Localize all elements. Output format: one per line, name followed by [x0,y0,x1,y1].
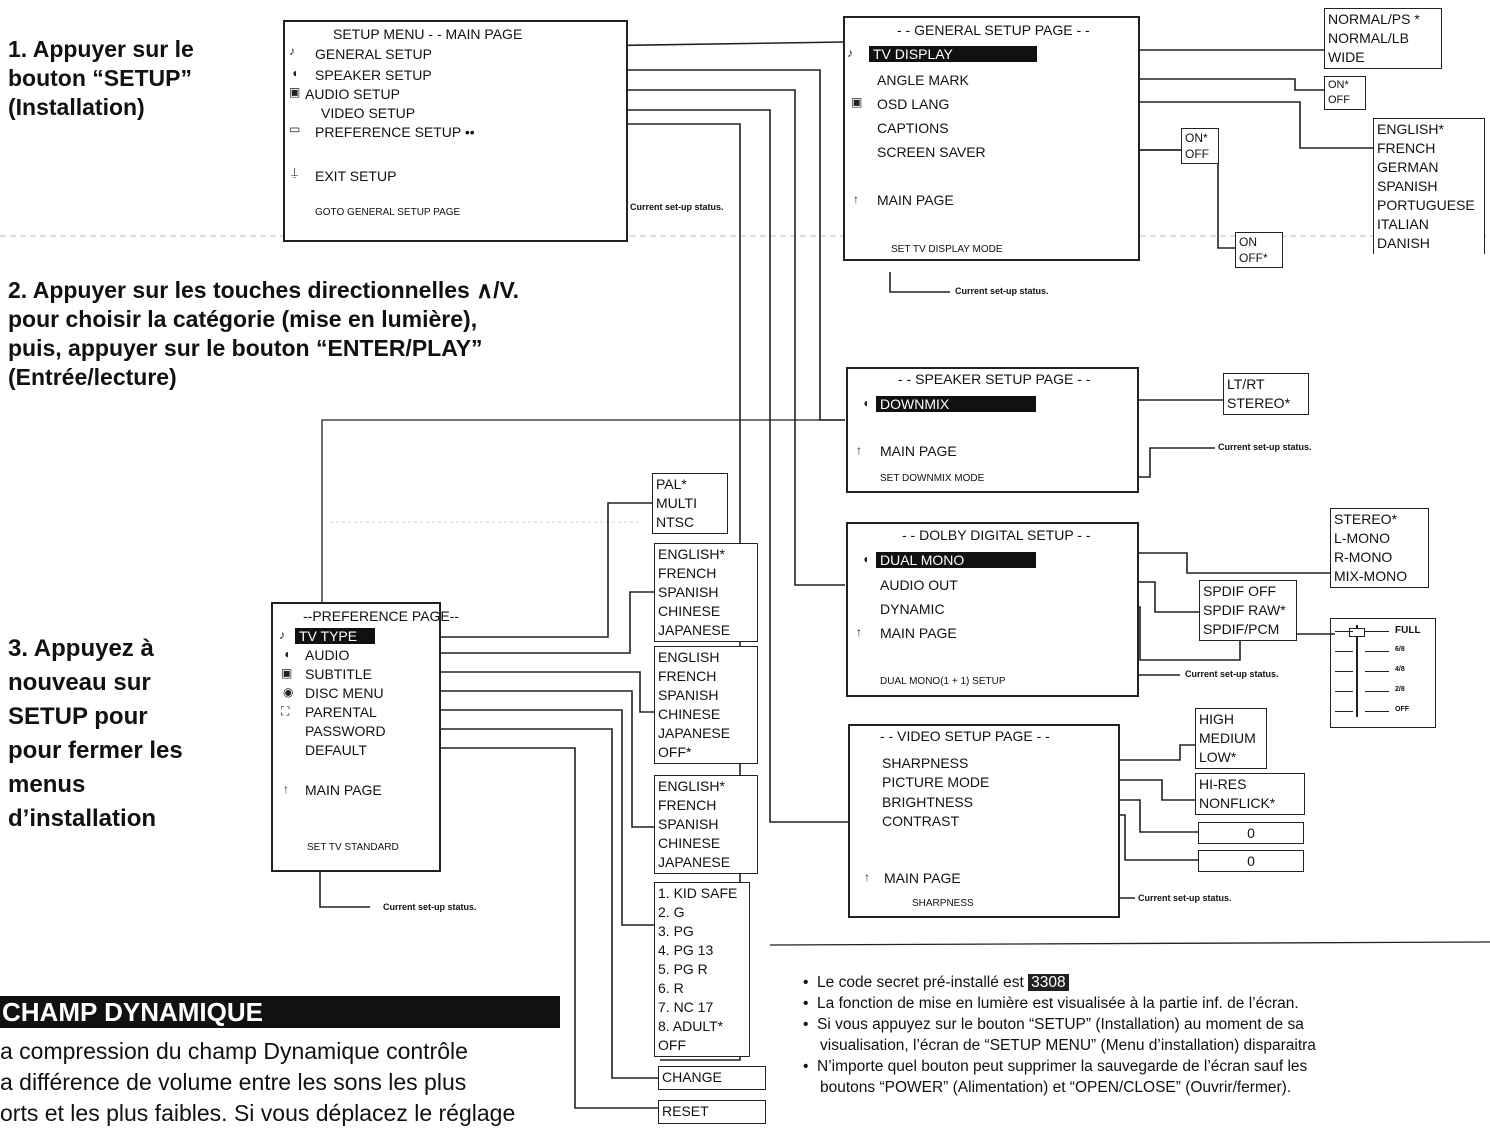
options-screen-saver [1235,232,1283,268]
password-change-button[interactable] [658,1066,766,1090]
item-password[interactable]: PASSWORD [305,723,386,739]
speaker-icon: ♪ [279,628,285,642]
item-brightness[interactable]: BRIGHTNESS [882,794,974,810]
option[interactable]: CHINESE [658,603,721,619]
option[interactable]: SPDIF/PCM [1203,621,1280,637]
up-arrow-icon: ↑ [856,625,862,639]
champ-dynamique-heading [0,996,560,1028]
menu-status-line: GOTO GENERAL SETUP PAGE [315,207,461,218]
brightness-value-box[interactable] [1198,822,1304,844]
current-status-label: Current set-up status. [1185,669,1279,679]
slider-tick [1365,691,1389,692]
option[interactable]: ON [1239,235,1257,249]
menu-item-preference-setup[interactable]: PREFERENCE SETUP •• [315,124,475,140]
option[interactable]: 2. G [658,904,685,920]
option[interactable]: L-MONO [1334,530,1390,546]
option[interactable]: FRENCH [658,797,717,813]
page-status-line: SET DOWNMIX MODE [880,473,985,484]
step3-line: menus [8,771,86,798]
speaker-icon: ◖ [283,647,291,661]
options-angle-mark [1324,76,1366,110]
current-status-label: Current set-up status. [383,902,477,912]
folder-icon: ▭ [289,122,301,136]
dynamic-range-slider[interactable] [1330,618,1436,728]
option[interactable]: FRENCH [658,668,717,684]
preference-page [271,602,460,872]
slider-label: 4/8 [1395,666,1405,673]
menu-item-audio-setup[interactable]: AUDIO SETUP [305,86,400,102]
current-status-label: Current set-up status. [630,202,724,212]
option[interactable]: ENGLISH* [658,778,725,794]
speaker-icon: ◖ [862,552,870,566]
option[interactable]: MULTI [656,495,697,511]
video-setup-page [848,724,1120,918]
heading-text: CHAMP DYNAMIQUE [2,997,263,1027]
note-item: • Si vous appuyez sur le bouton “SETUP” (Installation) au moment de sa [803,1016,1304,1033]
current-status-label: Current set-up status. [1218,442,1312,452]
item-audio[interactable]: AUDIO [305,647,350,663]
item-downmix[interactable]: DOWNMIX [876,396,1036,412]
page-status-line: DUAL MONO(1 + 1) SETUP [880,676,1006,687]
option[interactable]: HIGH [1199,711,1234,727]
page-title: - - SPEAKER SETUP PAGE - - [898,371,1091,387]
note-text: boutons “POWER” (Alimentation) et “OPEN/CLOSE” (Ouvrir/fermer). [820,1079,1292,1096]
option[interactable]: DANISH [1377,235,1430,251]
option[interactable]: ON* [1185,131,1208,145]
menu-item-speaker-setup[interactable]: SPEAKER SETUP [315,67,432,83]
item-main-page[interactable]: MAIN PAGE [884,870,961,886]
item-audio-out[interactable]: AUDIO OUT [880,577,958,593]
up-arrow-icon: ↑ [283,782,289,796]
step3-line: SETUP pour [8,703,148,730]
option[interactable]: FRENCH [658,565,717,581]
options-audio-language [654,543,758,642]
current-status-label: Current set-up status. [1138,893,1232,903]
up-arrow-icon: ↑ [864,870,870,884]
item-picture-mode[interactable]: PICTURE MODE [882,774,990,790]
page-title: - - DOLBY DIGITAL SETUP - - [902,527,1091,543]
step1-instruction [8,35,194,122]
option[interactable]: HI-RES [1199,776,1247,792]
page-status-line: SET TV DISPLAY MODE [891,244,1003,255]
note-text: La fonction de mise en lumière est visualisée à la partie inf. de l’écran. [817,995,1299,1012]
slider-tick [1365,651,1389,652]
option[interactable]: OFF* [658,744,692,760]
options-audio-out [1199,580,1297,641]
contrast-value-box[interactable] [1198,850,1304,872]
item-sharpness[interactable]: SHARPNESS [882,755,969,771]
slider-track [1356,625,1358,717]
option[interactable]: JAPANESE [658,622,731,638]
default-reset-button[interactable] [658,1100,766,1124]
slider-label: 6/8 [1395,646,1405,653]
note-text: visualisation, l’écran de “SETUP MENU” (Menu d’installation) disparaitra [820,1037,1316,1054]
step3-line: d’installation [8,805,157,832]
note-item: • La fonction de mise en lumière est visualisée à la partie inf. de l’écran. [803,995,1299,1012]
option[interactable]: ON* [1328,79,1349,91]
item-osd-lang[interactable]: OSD LANG [877,96,950,112]
slider-tick [1335,691,1353,692]
dolby-digital-setup-page [846,522,1139,697]
slider-tick [1365,711,1389,712]
option[interactable]: ENGLISH* [1377,121,1444,137]
page-title: --PREFERENCE PAGE-- [303,608,460,624]
general-setup-page [843,16,1140,261]
option[interactable]: WIDE [1328,49,1365,65]
option[interactable]: ITALIAN [1377,216,1429,232]
option[interactable]: PAL* [656,476,687,492]
up-arrow-icon: ↑ [853,192,859,206]
option[interactable]: 6. R [658,980,684,996]
step1-line: (Installation) [8,94,145,120]
note-item: • N’importe quel bouton peut supprimer la sauvegarde de l’écran sauf les [803,1058,1308,1075]
note-item [803,1035,1316,1056]
step3-line: 3. Appuyez à [8,635,154,662]
step2-instruction [8,276,519,392]
item-main-page[interactable]: MAIN PAGE [305,782,382,798]
option[interactable]: NONFLICK* [1199,795,1276,811]
option[interactable]: NORMAL/PS * [1328,11,1420,27]
paragraph-line: a compression du champ Dynamique contrôle [0,1038,468,1064]
password-change-label: CHANGE [662,1069,722,1085]
slider-tick [1365,631,1389,632]
note-text: Le code secret pré-installé est [817,974,1024,991]
item-tv-type[interactable]: TV TYPE [295,628,375,644]
step2-line: pour choisir la catégorie (mise en lumière), [8,306,478,332]
option[interactable]: PORTUGUESE [1377,197,1475,213]
slider-label: 2/8 [1395,686,1405,693]
item-subtitle[interactable]: SUBTITLE [305,666,372,682]
option[interactable]: 5. PG R [658,961,708,977]
audio-icon: ▣ [289,85,301,99]
option[interactable]: JAPANESE [658,725,731,741]
item-parental[interactable]: PARENTAL [305,704,377,720]
options-disc-menu-language [654,775,758,874]
option[interactable]: OFF* [1239,251,1268,265]
option[interactable]: MIX-MONO [1334,568,1408,584]
item-dual-mono[interactable]: DUAL MONO [876,552,1036,568]
item-main-page[interactable]: MAIN PAGE [880,443,957,459]
champ-paragraph [0,1036,515,1129]
option[interactable]: CHINESE [658,706,721,722]
step3-line: nouveau sur [8,669,151,696]
subtitle-icon: ▣ [281,666,293,680]
item-main-page[interactable]: MAIN PAGE [880,625,957,641]
option[interactable]: MEDIUM [1199,730,1256,746]
speaker-icon: ♪ [847,46,853,60]
item-dynamic[interactable]: DYNAMIC [880,601,945,617]
option[interactable]: SPANISH [658,816,719,832]
speaker-setup-page [846,367,1139,493]
brightness-value: 0 [1247,825,1255,841]
options-tv-display [1324,8,1442,69]
speaker-icon: ◖ [291,66,299,80]
option[interactable]: SPANISH [658,584,719,600]
item-captions[interactable]: CAPTIONS [877,120,949,136]
page-status-line: SHARPNESS [912,898,974,909]
option[interactable]: SPDIF OFF [1203,583,1277,599]
slider-tick [1335,671,1353,672]
menu-title: SETUP MENU - - MAIN PAGE [333,26,523,42]
option[interactable]: ENGLISH* [658,546,725,562]
menu-item-video-setup[interactable]: VIDEO SETUP [321,105,416,121]
slider-tick [1335,651,1353,652]
option[interactable]: OFF [1328,94,1350,106]
option[interactable]: ENGLISH [658,649,720,665]
slider-handle[interactable] [1349,628,1365,637]
up-arrow-icon: ↑ [856,443,862,457]
options-tv-type [652,473,728,534]
note-text: Si vous appuyez sur le bouton “SETUP” (Installation) au moment de sa [817,1016,1304,1033]
contrast-value: 0 [1247,853,1255,869]
option[interactable]: STEREO* [1227,395,1291,411]
option[interactable]: 7. NC 17 [658,999,714,1015]
option[interactable]: STEREO* [1334,511,1398,527]
parental-icon: ⛶ [281,704,290,718]
option[interactable]: LT/RT [1227,376,1265,392]
paragraph-line: a différence de volume entre les sons les plus [0,1069,467,1095]
menu-item-general-setup[interactable]: GENERAL SETUP [315,46,432,62]
options-downmix [1223,373,1309,415]
default-reset-label: RESET [662,1103,709,1119]
option[interactable]: OFF [1185,147,1209,161]
option[interactable]: GERMAN [1377,159,1439,175]
slider-label: FULL [1395,625,1421,636]
item-screen-saver[interactable]: SCREEN SAVER [877,144,986,160]
item-tv-display[interactable]: TV DISPLAY [869,46,1037,62]
page-title: - - VIDEO SETUP PAGE - - [880,728,1050,744]
slider-tick [1365,671,1389,672]
paragraph-line: orts et les plus faibles. Si vous déplacez le réglage [0,1100,516,1126]
option[interactable]: NORMAL/LB [1328,30,1409,46]
step2-line: (Entrée/lecture) [8,364,177,390]
options-parental [654,882,750,1057]
option[interactable]: FRENCH [1377,140,1436,156]
secret-code: 3308 [1028,974,1068,991]
osd-icon: ▣ [851,95,863,109]
speaker-icon: ♪ [289,44,295,58]
slider-label: OFF [1395,706,1409,713]
slider-tick [1335,711,1353,712]
exit-icon: ⍊ [291,165,299,179]
setup-main-menu [283,20,628,242]
option[interactable]: R-MONO [1334,549,1393,565]
option[interactable]: SPANISH [658,687,719,703]
item-main-page[interactable]: MAIN PAGE [877,192,954,208]
option[interactable]: SPDIF RAW* [1203,602,1286,618]
item-angle-mark[interactable]: ANGLE MARK [877,72,969,88]
options-picture-mode [1195,773,1305,815]
item-default[interactable]: DEFAULT [305,742,367,758]
options-dual-mono [1330,508,1429,588]
current-status-label: Current set-up status. [955,286,1049,296]
menu-item-exit-setup[interactable]: EXIT SETUP [315,168,397,184]
option[interactable]: 8. ADULT* [658,1018,724,1034]
step2-line: puis, appuyer sur le bouton “ENTER/PLAY” [8,335,483,361]
page-status-line: SET TV STANDARD [307,842,399,853]
disc-icon: ◉ [283,685,294,699]
slider-tick [1335,631,1353,632]
option[interactable]: CHINESE [658,835,721,851]
option[interactable]: 3. PG [658,923,694,939]
notes-list [803,972,1316,1098]
note-text: N’importe quel bouton peut supprimer la sauvegarde de l’écran sauf les [817,1058,1308,1075]
option[interactable]: 4. PG 13 [658,942,714,958]
options-subtitle-language [654,646,758,764]
step1-line: 1. Appuyer sur le [8,36,194,62]
option[interactable]: LOW* [1199,749,1237,765]
page-title: - - GENERAL SETUP PAGE - - [897,22,1090,38]
item-disc-menu[interactable]: DISC MENU [305,685,384,701]
item-contrast[interactable]: CONTRAST [882,813,959,829]
step1-line: bouton “SETUP” [8,65,192,91]
step2-line: 2. Appuyer sur les touches directionnelles ∧/V. [8,277,520,303]
step3-line: pour fermer les [8,737,183,764]
speaker-icon: ◖ [862,396,870,410]
options-sharpness [1195,708,1267,769]
options-captions [1181,128,1219,164]
note-item [803,1077,1316,1098]
step3-instruction [8,632,183,836]
options-osd-lang [1373,118,1485,254]
option[interactable]: OFF [658,1037,686,1053]
option[interactable]: SPANISH [1377,178,1438,194]
option[interactable]: 1. KID SAFE [658,885,738,901]
option[interactable]: JAPANESE [658,854,731,870]
note-item: • Le code secret pré-installé est 3308 [803,972,1316,993]
option[interactable]: NTSC [656,514,695,530]
